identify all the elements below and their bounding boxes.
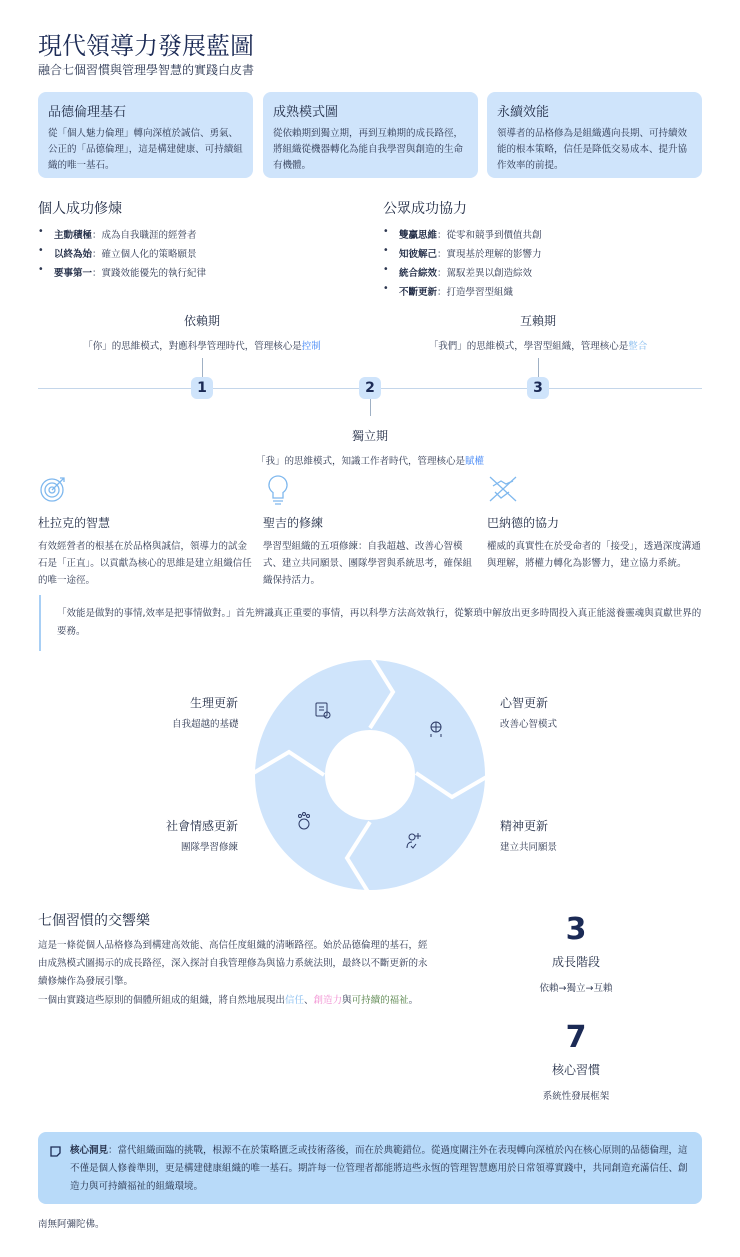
insight-box <box>38 1132 702 1204</box>
insight-text: ：當代組織面臨的挑戰，根源不在於策略匱乏或技術落後，而在於典範錯位。從過度關注外在表現轉向深植於內在核心原則的品德倫理，這不僅是個人修養準則，更是構建健康組織的唯一基石。期許每一位管理者都能將這些永恆的管理智慧應用於日常領導實踐中，共同創造充滿信任、創造力與可持續福祉的組織環境。 <box>70 1145 688 1192</box>
wisdom-text: 權威的真實性在於受命者的「接受」，透過深度溝通與理解，將權力轉化為影響力，建立協力系統。 <box>487 541 701 569</box>
handshake-icon <box>487 474 519 504</box>
symphony-paragraph: 這是一條從個人品格修為到構建高效能、高信任度組織的清晰路徑。始於品德倫理的基石，經由成熟模式圖揭示的成長路徑，深入探討自我管理修為與協力系統法則，最終以不斷更新的永續修煉作為發展引擎。 <box>38 940 428 987</box>
wisdom-drucker <box>38 470 253 589</box>
stat-habits: 7 核心習慣 系統性發展框架 <box>542 1020 610 1102</box>
renewal-social-title: 社會情感更新 <box>166 819 239 833</box>
card-ethics <box>38 92 253 178</box>
stage-interdependence: 互賴期 「我們」的思維模式，學習型組織，管理核心是整合 <box>428 314 648 352</box>
public-list <box>383 227 542 303</box>
wisdom-barnard <box>487 470 702 572</box>
personal-list <box>38 227 206 284</box>
list-item: • 知彼解己：實現基於理解的影響力 <box>383 246 542 265</box>
timeline-tick <box>370 398 371 416</box>
footer-text: 南無阿彌陀佛。 <box>38 1219 105 1230</box>
wisdom-title: 杜拉克的智慧 <box>38 516 111 530</box>
list-item: • 以終為始：確立個人化的策略願景 <box>38 246 206 265</box>
card-title: 成熟模式圖 <box>273 105 339 120</box>
insight-label: 核心洞見 <box>70 1145 109 1156</box>
renewal-mental-sub: 改善心智模式 <box>500 719 558 730</box>
list-item: • 雙贏思維：從零和競爭到價值共創 <box>383 227 542 246</box>
quote-block: 「效能是做對的事情,效率是把事情做對。」首先辨識真正重要的事情，再以科學方法高效執行，從繁瑣中解放出更多時間投入真正能滋養靈魂與貢獻世界的要務。 <box>39 595 704 651</box>
list-item: • 統合綜效：駕馭差異以創造綜效 <box>383 265 542 284</box>
wisdom-title: 巴納德的協力 <box>487 516 560 530</box>
page-subtitle: 融合七個習慣與管理學智慧的實踐白皮書 <box>38 63 255 77</box>
renewal-cycle-diagram <box>250 655 490 895</box>
stage-node-1: 1 <box>191 377 213 399</box>
card-text: 領導者的品格修為是組織邁向長期、可持續效能的根本策略，信任是降低交易成本、提升協作效率的前提。 <box>497 128 688 171</box>
note-icon <box>50 1146 61 1157</box>
stage-node-3: 3 <box>527 377 549 399</box>
list-item: • 不斷更新：打造學習型組織 <box>383 284 542 303</box>
card-sustain <box>487 92 702 178</box>
symphony-heading: 七個習慣的交響樂 <box>38 913 150 929</box>
renewal-mental-title: 心智更新 <box>500 696 549 710</box>
target-icon <box>38 474 68 504</box>
renewal-physical-sub: 自我超越的基礎 <box>172 719 239 730</box>
personal-heading: 個人成功修煉 <box>38 201 122 217</box>
timeline-tick <box>538 358 539 378</box>
renewal-social-sub: 團隊學習修練 <box>181 842 239 853</box>
wisdom-title: 聖吉的修練 <box>263 516 324 530</box>
renewal-spiritual-title: 精神更新 <box>500 819 549 833</box>
lightbulb-icon <box>263 474 293 506</box>
renewal-physical-title: 生理更新 <box>190 696 239 710</box>
list-item: • 要事第一：實踐效能優先的執行紀律 <box>38 265 206 284</box>
wisdom-text: 學習型組織的五項修練：自我超越、改善心智模式、建立共同願景、團隊學習與系統思考，確保組織保持活力。 <box>263 541 473 586</box>
wisdom-senge <box>263 470 478 589</box>
card-text: 從依賴期到獨立期，再到互賴期的成長路徑，將組織從機器轉化為能自我學習與創造的生命有機體。 <box>273 128 464 171</box>
public-heading: 公眾成功協力 <box>383 201 467 217</box>
stat-stages: 3 成長階段 依賴→獨立→互賴 <box>539 912 613 994</box>
stage-independence: 獨立期 「我」的思維模式，知識工作者時代，管理核心是賦權 <box>255 429 485 467</box>
page-title: 現代領導力發展藍圖 <box>38 32 254 60</box>
list-item: • 主動積極：成為自我職涯的經營者 <box>38 227 206 246</box>
card-maturity <box>263 92 478 178</box>
stage-node-2: 2 <box>359 377 381 399</box>
card-title: 品德倫理基石 <box>48 105 127 120</box>
card-text: 從「個人魅力倫理」轉向深植於誠信、勇氣、公正的「品德倫理」，這是構建健康、可持續組織的唯一基石。 <box>48 128 243 171</box>
card-title: 永續效能 <box>497 105 550 120</box>
wisdom-text: 有效經營者的根基在於品格與誠信，領導力的試金石是「正直」。以貢獻為核心的思維是建立組織信任的唯一途徑。 <box>38 541 252 586</box>
renewal-ring <box>290 695 450 855</box>
timeline-tick <box>202 358 203 378</box>
stage-dependence: 依賴期 「你」的思維模式，對應科學管理時代，管理核心是控制 <box>83 314 321 352</box>
renewal-spiritual-sub: 建立共同願景 <box>500 842 558 853</box>
symphony-conclusion: 一個由實踐這些原則的個體所組成的組織，將自然地展現出信任、創造力與可持續的福祉。 <box>38 995 419 1006</box>
